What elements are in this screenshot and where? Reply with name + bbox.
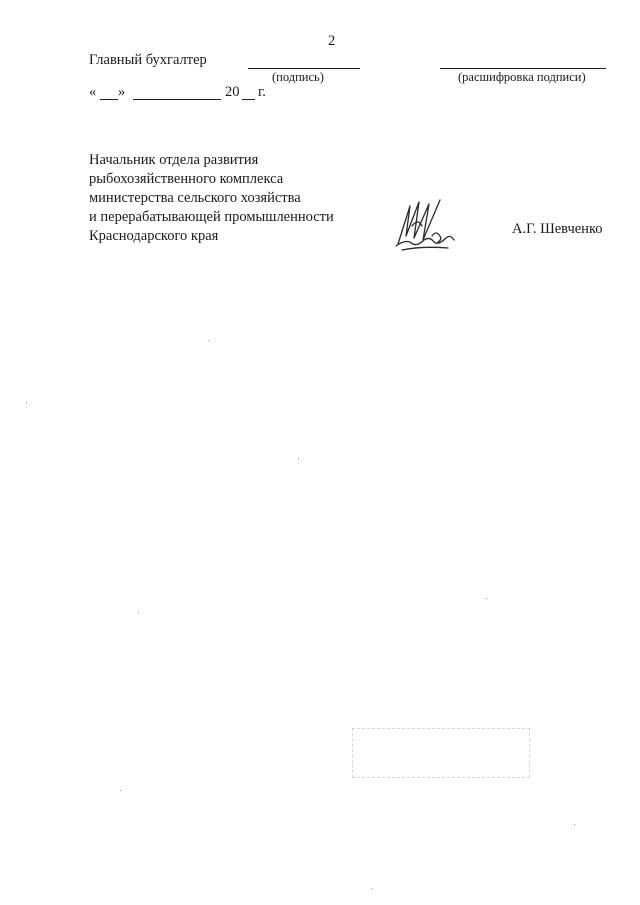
date-open-quote: « xyxy=(89,84,97,100)
position-line: Краснодарского края xyxy=(89,228,219,244)
position-line: министерства сельского хозяйства xyxy=(89,190,301,206)
date-close-quote: » xyxy=(118,84,126,100)
page-number: 2 xyxy=(328,33,336,49)
chief-accountant-label: Главный бухгалтер xyxy=(89,52,207,68)
signature-caption: (подпись) xyxy=(272,70,324,84)
scan-speck xyxy=(574,824,575,825)
scan-speck xyxy=(26,402,27,403)
date-month-blank xyxy=(133,99,221,100)
signatory-position xyxy=(89,151,334,246)
date-year-prefix: 20 xyxy=(225,84,240,100)
position-line: рыбохозяйственного комплекса xyxy=(89,171,284,187)
decoding-caption: (расшифровка подписи) xyxy=(458,70,586,84)
position-line: Начальник отдела развития xyxy=(89,152,259,168)
scan-speck xyxy=(208,340,209,341)
date-year-suffix: г. xyxy=(258,84,266,100)
signatory-name: А.Г. Шевченко xyxy=(512,221,603,237)
scan-speck xyxy=(486,598,487,599)
date-day-blank xyxy=(100,99,118,100)
scan-speck xyxy=(372,888,373,889)
decoding-line xyxy=(440,68,606,69)
handwritten-signature xyxy=(392,196,460,254)
signature-line xyxy=(248,68,360,69)
date-year-blank xyxy=(242,99,255,100)
faint-stamp xyxy=(352,728,530,778)
scan-speck xyxy=(138,612,139,613)
scan-speck xyxy=(120,790,121,791)
scan-speck xyxy=(298,458,299,459)
position-line: и перерабатывающей промышленности xyxy=(89,209,334,225)
